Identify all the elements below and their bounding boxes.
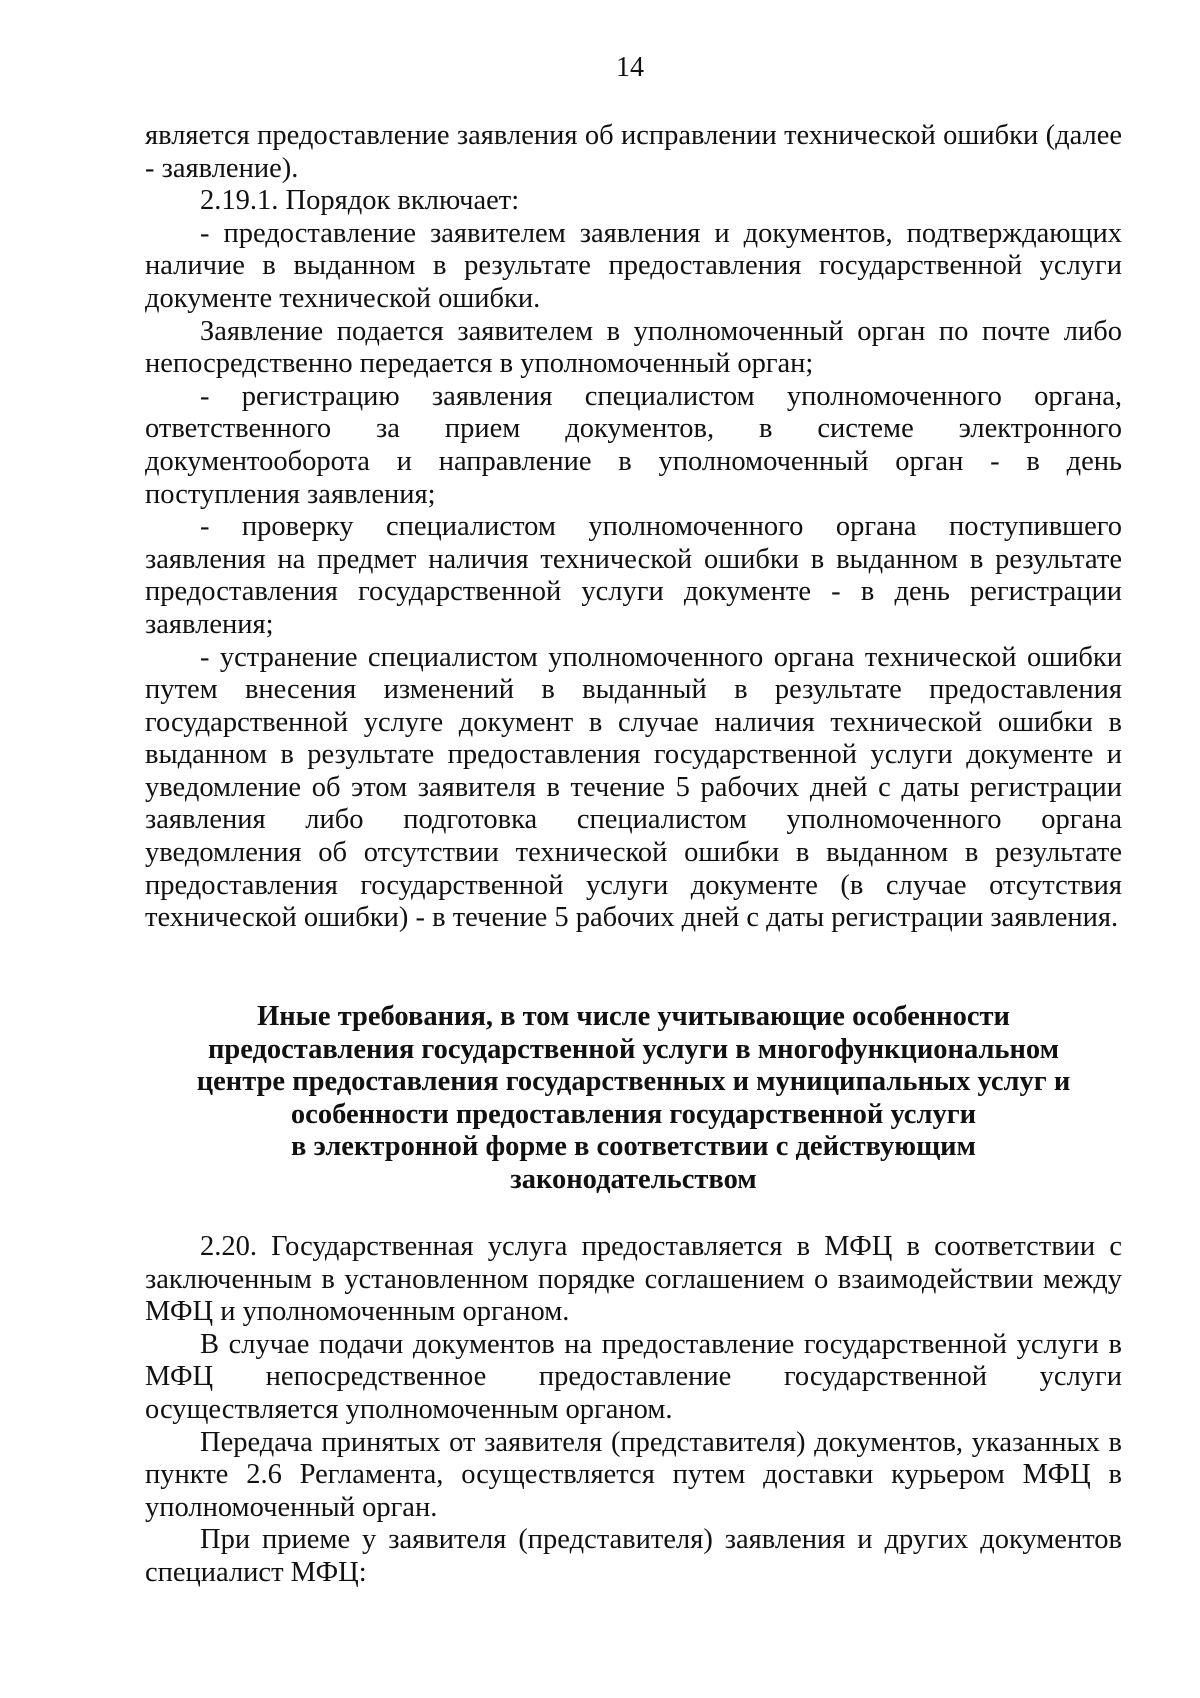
paragraph: - предоставление заявителем заявления и документов, подтверждающих наличие в выданном в результате предоставления государственной услуги документе технической ошибки. bbox=[145, 217, 1122, 314]
heading-line: предоставления государственной услуги в многофункциональном bbox=[207, 1033, 1060, 1065]
heading-line: в электронной форме в соответствии с действующим bbox=[291, 1131, 976, 1163]
paragraph: 2.19.1. Порядок включает: bbox=[200, 185, 520, 217]
body-text-bottom bbox=[145, 1231, 1122, 1590]
heading-line: особенности предоставления государственной услуги bbox=[290, 1098, 977, 1130]
heading-line: законодательством bbox=[510, 1163, 757, 1195]
paragraph: Передача принятых от заявителя (представителя) документов, указанных в пункте 2.6 Регламента, осуществляется путем доставки курьером МФЦ в уполномоченный орган. bbox=[145, 1426, 1122, 1523]
body-text-top bbox=[145, 120, 1122, 935]
heading-line: центре предоставления государственных и муниципальных услуг и bbox=[196, 1066, 1071, 1098]
section-heading bbox=[145, 1001, 1122, 1197]
paragraph: - устранение специалистом уполномоченного органа технической ошибки путем внесения изменений в выданный в результате предоставления государственной услуге документ в случае наличия технической ошибки в выданном в результате предоставления государственной услуги документе и уведомление об этом заявителя в течение 5 рабочих дней с даты регистрации заявления либо подготовка специалистом уполномоченного органа уведомления об отсутствии технической ошибки в выданном в результате предоставления государственной услуги документе (в случае отсутствия технической ошибки) - в течение 5 рабочих дней с даты регистрации заявления. bbox=[145, 641, 1122, 934]
paragraph: При приеме у заявителя (представителя) заявления и других документов специалист МФЦ: bbox=[145, 1524, 1122, 1588]
paragraph: - регистрацию заявления специалистом уполномоченного органа, ответственного за прием документов, в системе электронного документооборота и направление в уполномоченный орган - в день поступления заявления; bbox=[145, 380, 1122, 510]
page-number: 14 bbox=[616, 52, 644, 83]
paragraph: 2.20. Государственная услуга предоставляется в МФЦ в соответствии с заключенным в установленном порядке соглашением о взаимодействии между МФЦ и уполномоченным органом. bbox=[145, 1231, 1122, 1328]
paragraph: В случае подачи документов на предоставление государственной услуги в МФЦ непосредственное предоставление государственной услуги осуществляется уполномоченным органом. bbox=[145, 1328, 1122, 1425]
paragraph: - проверку специалистом уполномоченного органа поступившего заявления на предмет наличия технической ошибки в выданном в результате предоставления государственной услуги документе - в день регистрации заявления; bbox=[145, 511, 1122, 640]
paragraph: Заявление подается заявителем в уполномоченный орган по почте либо непосредственно передается в уполномоченный орган; bbox=[145, 315, 1122, 380]
paragraph: является предоставление заявления об исправлении технической ошибки (далее - заявление). bbox=[145, 120, 1122, 184]
heading-line: Иные требования, в том числе учитывающие особенности bbox=[257, 1001, 1010, 1032]
